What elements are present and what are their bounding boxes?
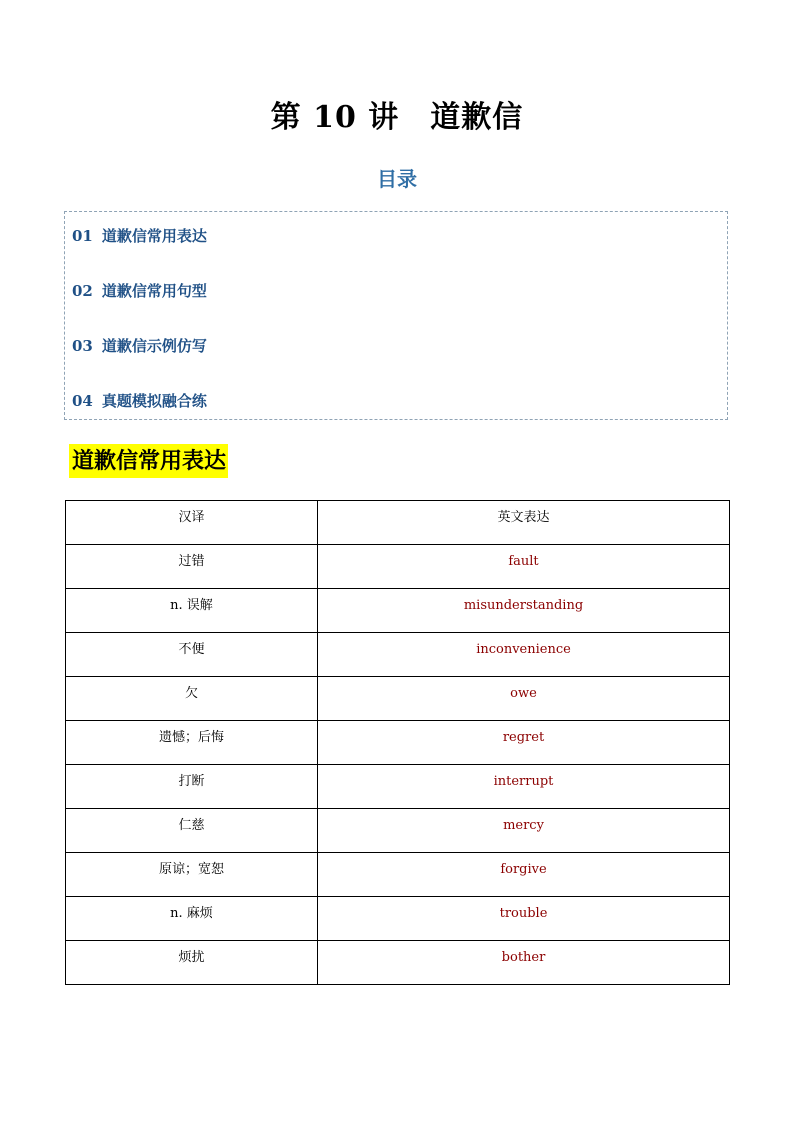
table-row bbox=[66, 721, 730, 765]
toc-item-number: 04 bbox=[72, 392, 93, 410]
chinese-cell: 原谅；宽恕 bbox=[66, 853, 318, 897]
table-row bbox=[66, 941, 730, 985]
chinese-cell: n. 误解 bbox=[66, 589, 318, 633]
table-of-contents bbox=[64, 211, 728, 420]
toc-item-03[interactable] bbox=[72, 335, 207, 357]
table-row bbox=[66, 677, 730, 721]
chinese-cell: 过错 bbox=[66, 545, 318, 589]
toc-title: 目录 bbox=[377, 167, 417, 191]
toc-item-label: 真题模拟融合练 bbox=[101, 392, 207, 410]
table-row bbox=[66, 589, 730, 633]
chinese-cell: 仁慈 bbox=[66, 809, 318, 853]
table-row bbox=[66, 765, 730, 809]
english-cell: owe bbox=[318, 677, 730, 721]
toc-item-label: 道歉信常用表达 bbox=[101, 227, 207, 245]
english-cell: interrupt bbox=[318, 765, 730, 809]
toc-item-label: 道歉信示例仿写 bbox=[101, 337, 207, 355]
chinese-cell: 不便 bbox=[66, 633, 318, 677]
column-header-english: 英文表达 bbox=[318, 501, 730, 545]
vocabulary-table bbox=[65, 500, 730, 985]
english-cell: fault bbox=[318, 545, 730, 589]
toc-item-04[interactable] bbox=[72, 390, 207, 412]
table-row bbox=[66, 809, 730, 853]
toc-item-number: 02 bbox=[72, 282, 93, 300]
chinese-cell: 打断 bbox=[66, 765, 318, 809]
english-cell: forgive bbox=[318, 853, 730, 897]
toc-item-02[interactable] bbox=[72, 280, 207, 302]
table-header-row bbox=[66, 501, 730, 545]
section-heading: 道歉信常用表达 bbox=[69, 444, 228, 478]
english-cell: mercy bbox=[318, 809, 730, 853]
english-cell: trouble bbox=[318, 897, 730, 941]
toc-item-label: 道歉信常用句型 bbox=[101, 282, 207, 300]
table-row bbox=[66, 853, 730, 897]
table-row bbox=[66, 545, 730, 589]
toc-item-number: 03 bbox=[72, 337, 93, 355]
toc-item-01[interactable] bbox=[72, 225, 207, 247]
table-row bbox=[66, 633, 730, 677]
page-title: 第 10 讲 道歉信 bbox=[270, 100, 524, 135]
chinese-cell: 欠 bbox=[66, 677, 318, 721]
english-cell: misunderstanding bbox=[318, 589, 730, 633]
english-cell: bother bbox=[318, 941, 730, 985]
column-header-chinese: 汉译 bbox=[66, 501, 318, 545]
table-row bbox=[66, 897, 730, 941]
chinese-cell: n. 麻烦 bbox=[66, 897, 318, 941]
english-cell: inconvenience bbox=[318, 633, 730, 677]
chinese-cell: 烦扰 bbox=[66, 941, 318, 985]
toc-item-number: 01 bbox=[72, 227, 93, 245]
english-cell: regret bbox=[318, 721, 730, 765]
chinese-cell: 遗憾；后悔 bbox=[66, 721, 318, 765]
